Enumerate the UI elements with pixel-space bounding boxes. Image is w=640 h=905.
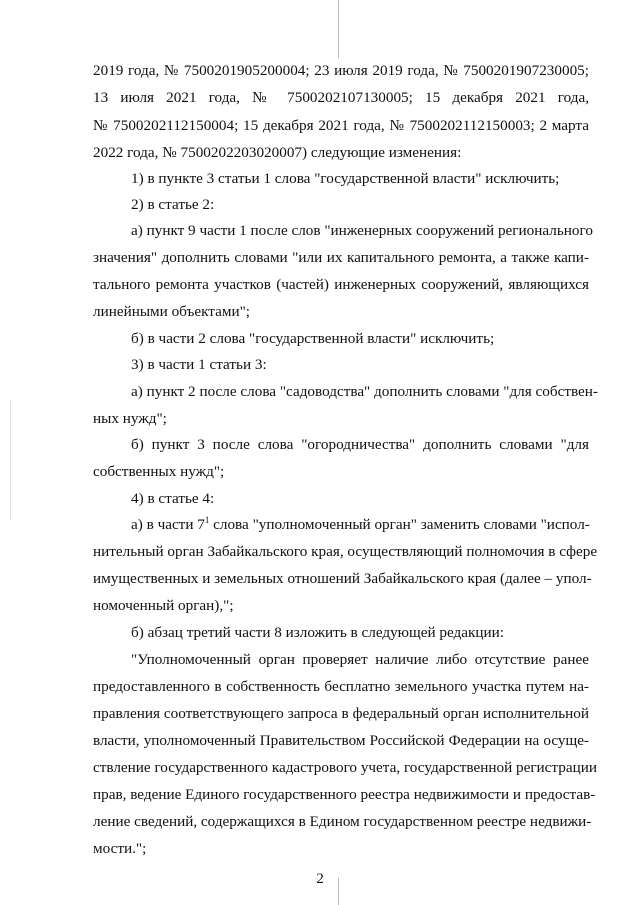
text-line: б) абзац третий части 8 изложить в следующей редакции: — [131, 624, 504, 641]
text-line: б) в части 2 слова "государственной власти" исключить; — [131, 330, 495, 347]
text-fragment: слова "уполномоченный орган" заменить словами "испол- — [209, 516, 590, 533]
text-line: ление сведений, содержащихся в Едином государственном реестре недвижи- — [93, 813, 592, 830]
scan-artifact-left — [10, 400, 11, 520]
text-line: значения" дополнить словами "или их капитального ремонта, а также капи- — [93, 249, 589, 266]
text-line: 2022 года, № 7500202203020007) следующие изменения: — [93, 144, 462, 161]
text-line: прав, ведение Единого государственного реестра недвижимости и предостав- — [93, 786, 596, 803]
text-line: тального ремонта участков (частей) инженерных сооружений, являющихся — [93, 276, 589, 293]
page-number: 2 — [316, 870, 324, 887]
text-line: 1) в пункте 3 статьи 1 слова "государственной власти" исключить; — [131, 170, 560, 187]
text-fragment: а) в части 7 — [131, 516, 205, 533]
text-line: ствление государственного кадастрового учета, государственной регистрации — [93, 759, 597, 776]
text-line: а) пункт 9 части 1 после слов "инженерных сооружений регионального — [131, 222, 593, 239]
text-line: власти, уполномоченный Правительством Российской Федерации на осуще- — [93, 732, 589, 749]
text-line: "Уполномоченный орган проверяет наличие либо отсутствие ранее — [131, 651, 589, 668]
text-line: 13 июля 2021 года, № 7500202107130005; 15 декабря 2021 года, — [93, 89, 589, 106]
text-line-with-superscript — [131, 516, 627, 534]
text-line: линейными объектами"; — [93, 303, 251, 320]
text-line: 2) в статье 2: — [131, 196, 215, 213]
text-line: б) пункт 3 после слова "огородничества" дополнить словами "для — [131, 436, 589, 453]
scan-artifact-top — [338, 0, 339, 58]
text-line: а) пункт 2 после слова "садоводства" дополнить словами "для собствен- — [131, 383, 598, 400]
text-line: 4) в статье 4: — [131, 490, 215, 507]
text-line: № 7500202112150004; 15 декабря 2021 года, № 7500202112150003; 2 марта — [93, 117, 589, 134]
text-line: предоставленного в собственность бесплатно земельного участка путем на- — [93, 678, 589, 695]
text-line: номоченный орган),"; — [93, 597, 234, 614]
text-line: нительный орган Забайкальского края, осуществляющий полномочия в сфере — [93, 543, 598, 560]
text-line: 3) в части 1 статьи 3: — [131, 356, 267, 373]
text-line: собственных нужд"; — [93, 463, 225, 480]
text-line: мости."; — [93, 840, 147, 857]
text-line: имущественных и земельных отношений Забайкальского края (далее – упол- — [93, 570, 592, 587]
superscript: 1 — [204, 515, 210, 525]
text-line: ных нужд"; — [93, 410, 167, 427]
text-line: правления соответствующего запроса в федеральный орган исполнительной — [93, 705, 589, 722]
text-line: 2019 года, № 7500201905200004; 23 июля 2019 года, № 7500201907230005; — [93, 62, 589, 79]
